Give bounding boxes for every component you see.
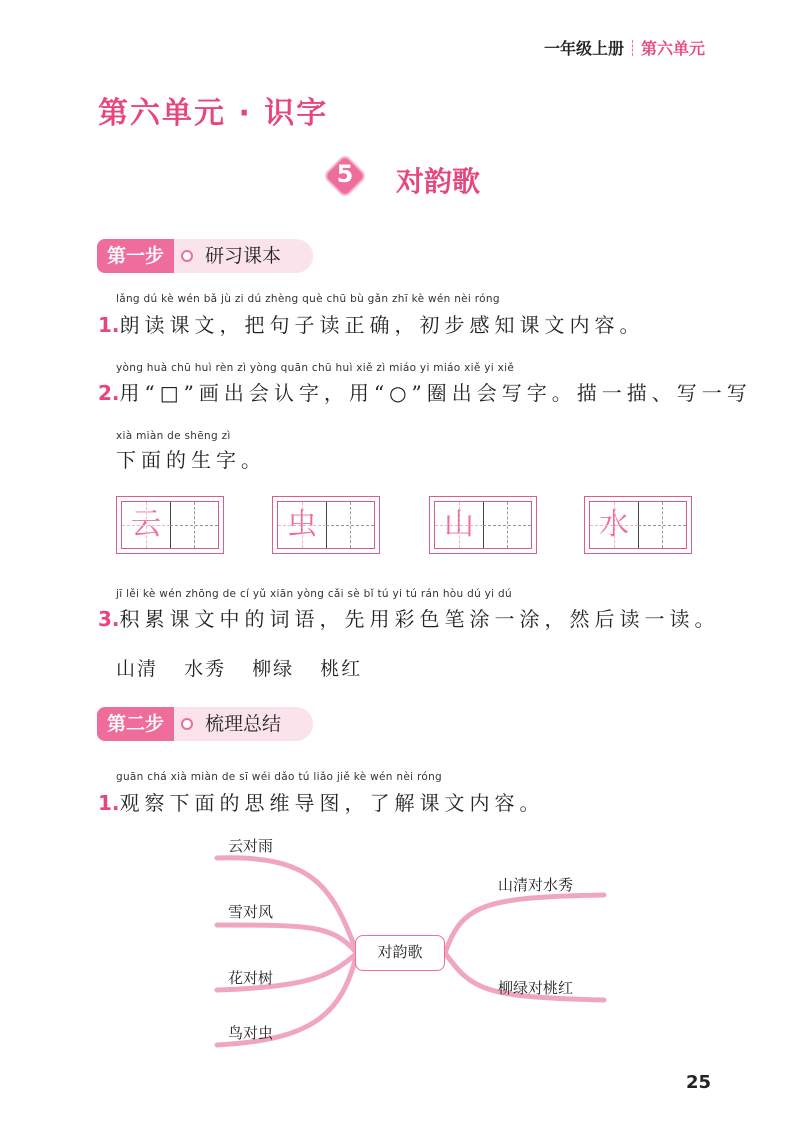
q1-number: 1. bbox=[98, 313, 120, 337]
q2-content: 用“□”画出会认字，用“○”圈出会写字。描一描、写一写 bbox=[119, 381, 752, 405]
step-one-label: 第一步 bbox=[97, 239, 174, 273]
word-item[interactable]: 桃红 bbox=[320, 658, 363, 680]
step-dot-icon bbox=[181, 718, 193, 730]
mind-map-node: 鸟对虫 bbox=[228, 1024, 274, 1042]
grid-character: 山 bbox=[444, 507, 474, 542]
q2-text bbox=[98, 377, 752, 406]
grid-character: 虫 bbox=[287, 507, 317, 542]
writing-grid[interactable] bbox=[429, 496, 537, 554]
q2-continued-pinyin: xià miàn de shēng zì bbox=[116, 430, 231, 442]
q2-pinyin: yòng huà chū huì rèn zì yòng quān chū huì xiě zì miáo yi miáo xiě yi xiě bbox=[116, 362, 515, 374]
unit-title: 第六单元 · 识字 bbox=[98, 96, 329, 131]
step2-q1-text bbox=[98, 787, 545, 816]
mind-map-node: 山清对水秀 bbox=[498, 876, 574, 894]
q2-number: 2. bbox=[98, 381, 120, 405]
q3-pinyin: jī lěi kè wén zhōng de cí yǔ xiān yòng cǎi sè bǐ tú yi tú rán hòu dú yi dú bbox=[116, 588, 512, 600]
mind-map-node: 云对雨 bbox=[228, 837, 274, 855]
step-two-label: 第二步 bbox=[97, 707, 174, 741]
word-item[interactable]: 水秀 bbox=[184, 658, 227, 680]
lesson-title: 对韵歌 bbox=[396, 165, 481, 198]
step-one-text: 研习课本 bbox=[205, 245, 282, 267]
word-item[interactable]: 山清 bbox=[116, 658, 159, 680]
word-list bbox=[116, 654, 382, 681]
grid-character: 水 bbox=[599, 507, 629, 542]
step2-q1-number: 1. bbox=[98, 791, 120, 815]
q3-text bbox=[98, 603, 720, 632]
lesson-number: 5 bbox=[336, 160, 354, 188]
step-two-text: 梳理总结 bbox=[205, 713, 282, 735]
word-item[interactable]: 柳绿 bbox=[252, 658, 295, 680]
mind-map-branch bbox=[445, 895, 604, 953]
mind-map-center: 对韵歌 bbox=[355, 935, 445, 971]
q3-content: 积累课文中的词语，先用彩色笔涂一涂，然后读一读。 bbox=[119, 607, 720, 631]
step-two-banner bbox=[97, 707, 313, 741]
step-dot-icon bbox=[181, 250, 193, 262]
q3-number: 3. bbox=[98, 607, 120, 631]
mind-map-node: 雪对风 bbox=[228, 903, 274, 921]
q2-continued-text: 下面的生字。 bbox=[116, 448, 266, 472]
page-number: 25 bbox=[686, 1072, 712, 1093]
writing-grid[interactable] bbox=[116, 496, 224, 554]
writing-grid[interactable] bbox=[584, 496, 692, 554]
mind-map-node: 花对树 bbox=[228, 969, 274, 987]
mind-map-branch bbox=[217, 925, 357, 953]
step-one-banner bbox=[97, 239, 313, 273]
q1-text bbox=[98, 309, 645, 338]
grade-label: 一年级上册 bbox=[543, 39, 624, 58]
page-header bbox=[544, 36, 705, 59]
step2-q1-pinyin: guān chá xià miàn de sī wéi dǎo tú liǎo jiě kè wén nèi róng bbox=[116, 771, 442, 783]
step2-q1-content: 观察下面的思维导图，了解课文内容。 bbox=[119, 791, 545, 815]
q1-content: 朗读课文，把句子读正确，初步感知课文内容。 bbox=[119, 313, 645, 337]
mind-map-node: 柳绿对桃红 bbox=[498, 979, 574, 997]
grid-character: 云 bbox=[131, 507, 161, 542]
unit-label: 第六单元 bbox=[640, 39, 705, 58]
header-divider bbox=[632, 40, 633, 56]
q1-pinyin: lǎng dú kè wén bǎ jù zi dú zhèng què chū bù gǎn zhī kè wén nèi róng bbox=[116, 293, 500, 305]
writing-grid[interactable] bbox=[272, 496, 380, 554]
